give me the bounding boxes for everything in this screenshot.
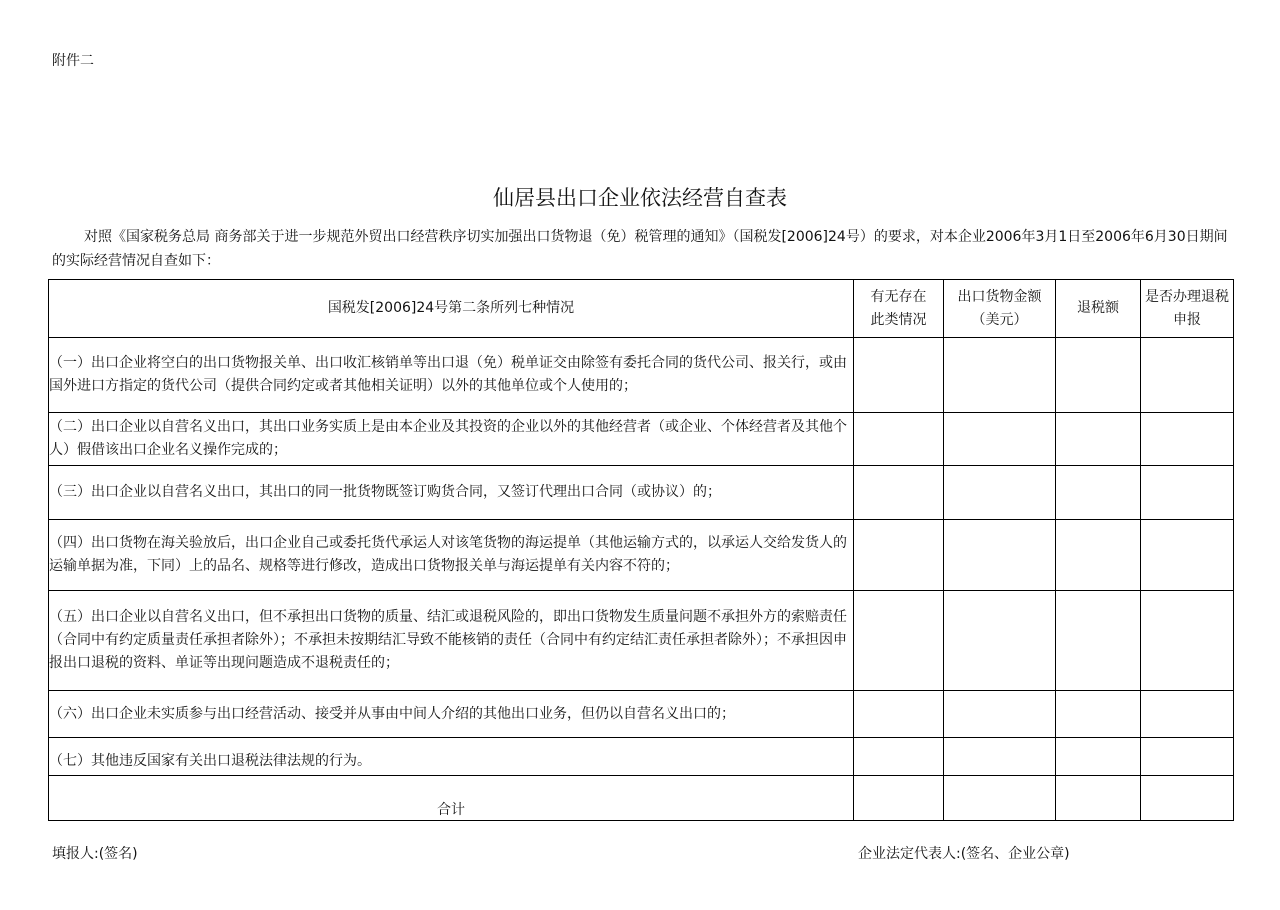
row-3-export-amount-cell[interactable] <box>944 466 1056 520</box>
total-refund-amount-cell[interactable] <box>1056 776 1141 821</box>
table-row <box>49 338 1234 413</box>
row-4-existence-cell[interactable] <box>854 520 944 591</box>
total-existence-cell[interactable] <box>854 776 944 821</box>
row-5-export-amount-cell[interactable] <box>944 591 1056 691</box>
header-refund-amount: 退税额 <box>1056 280 1141 338</box>
row-7-refund-amount-cell[interactable] <box>1056 738 1141 776</box>
row-3-refund-applied-cell[interactable] <box>1141 466 1234 520</box>
row-2-export-amount-cell[interactable] <box>944 413 1056 466</box>
row-5-description: （五）出口企业以自营名义出口，但不承担出口货物的质量、结汇或退税风险的，即出口货物发生质量问题不承担外方的索赔责任（合同中有约定质量责任承担者除外）；不承担未按期结汇导致不能核销的责任（合同中有约定结汇责任承担者除外）；不承担因申报出口退税的资料、单证等出现问题造成不退税责任的； <box>49 591 854 691</box>
total-label: 合计 <box>49 776 854 821</box>
row-3-refund-amount-cell[interactable] <box>1056 466 1141 520</box>
header-refund-applied <box>1141 280 1234 338</box>
row-3-description: （三）出口企业以自营名义出口，其出口的同一批货物既签订购货合同，又签订代理出口合同（或协议）的； <box>49 466 854 520</box>
row-7-export-amount-cell[interactable] <box>944 738 1056 776</box>
row-1-refund-applied-cell[interactable] <box>1141 338 1234 413</box>
total-refund-applied-cell[interactable] <box>1141 776 1234 821</box>
row-3-existence-cell[interactable] <box>854 466 944 520</box>
row-6-existence-cell[interactable] <box>854 691 944 738</box>
total-export-amount-cell[interactable] <box>944 776 1056 821</box>
header-export-amount <box>944 280 1056 338</box>
table-row <box>49 691 1234 738</box>
row-7-existence-cell[interactable] <box>854 738 944 776</box>
row-5-refund-amount-cell[interactable] <box>1056 591 1141 691</box>
row-4-export-amount-cell[interactable] <box>944 520 1056 591</box>
row-2-existence-cell[interactable] <box>854 413 944 466</box>
row-6-description: （六）出口企业未实质参与出口经营活动、接受并从事由中间人介绍的其他出口业务，但仍以自营名义出口的； <box>49 691 854 738</box>
attachment-label: 附件二 <box>52 53 94 69</box>
row-6-export-amount-cell[interactable] <box>944 691 1056 738</box>
header-refund-applied-label: 是否办理退税申报 <box>1145 288 1229 328</box>
row-5-refund-applied-cell[interactable] <box>1141 591 1234 691</box>
row-4-refund-amount-cell[interactable] <box>1056 520 1141 591</box>
row-6-refund-amount-cell[interactable] <box>1056 691 1141 738</box>
row-1-export-amount-cell[interactable] <box>944 338 1056 413</box>
row-1-existence-cell[interactable] <box>854 338 944 413</box>
table-row <box>49 591 1234 691</box>
row-7-description: （七）其他违反国家有关出口退税法律法规的行为。 <box>49 738 854 776</box>
row-1-description: （一）出口企业将空白的出口货物报关单、出口收汇核销单等出口退（免）税单证交由除签有委托合同的货代公司、报关行，或由国外进口方指定的货代公司（提供合同约定或者其他相关证明）以外的其他单位或个人使用的； <box>49 338 854 413</box>
row-2-refund-applied-cell[interactable] <box>1141 413 1234 466</box>
table-row <box>49 466 1234 520</box>
header-description: 国税发[2006]24号第二条所列七种情况 <box>49 280 854 338</box>
table-row <box>49 738 1234 776</box>
header-existence <box>854 280 944 338</box>
page-title: 仙居县出口企业依法经营自查表 <box>493 186 787 210</box>
table-row <box>49 520 1234 591</box>
row-5-existence-cell[interactable] <box>854 591 944 691</box>
table-total-row <box>49 776 1234 821</box>
filler-signature-label: 填报人:(签名) <box>52 846 138 862</box>
header-existence-label: 有无存在此类情况 <box>870 288 927 328</box>
intro-paragraph: 对照《国家税务总局 商务部关于进一步规范外贸出口经营秩序切实加强出口货物退（免）税管理的通知》（国税发[2006]24号）的要求，对本企业2006年3月1日至2006年6月30日期间的实际经营情况自查如下： <box>52 229 1228 269</box>
row-2-description: （二）出口企业以自营名义出口，其出口业务实质上是由本企业及其投资的企业以外的其他经营者（或企业、个体经营者及其他个人）假借该出口企业名义操作完成的； <box>49 413 854 466</box>
row-1-refund-amount-cell[interactable] <box>1056 338 1141 413</box>
header-export-amount-label: 出口货物金额（美元） <box>957 288 1042 328</box>
row-2-refund-amount-cell[interactable] <box>1056 413 1141 466</box>
table-row <box>49 413 1234 466</box>
row-4-description: （四）出口货物在海关验放后，出口企业自己或委托货代承运人对该笔货物的海运提单（其他运输方式的，以承运人交给发货人的运输单据为准，下同）上的品名、规格等进行修改，造成出口货物报关单与海运提单有关内容不符的； <box>49 520 854 591</box>
row-4-refund-applied-cell[interactable] <box>1141 520 1234 591</box>
row-6-refund-applied-cell[interactable] <box>1141 691 1234 738</box>
row-7-refund-applied-cell[interactable] <box>1141 738 1234 776</box>
table-header-row <box>49 280 1234 338</box>
self-check-table <box>48 279 1234 821</box>
legal-rep-signature-label: 企业法定代表人:(签名、企业公章) <box>858 846 1070 862</box>
